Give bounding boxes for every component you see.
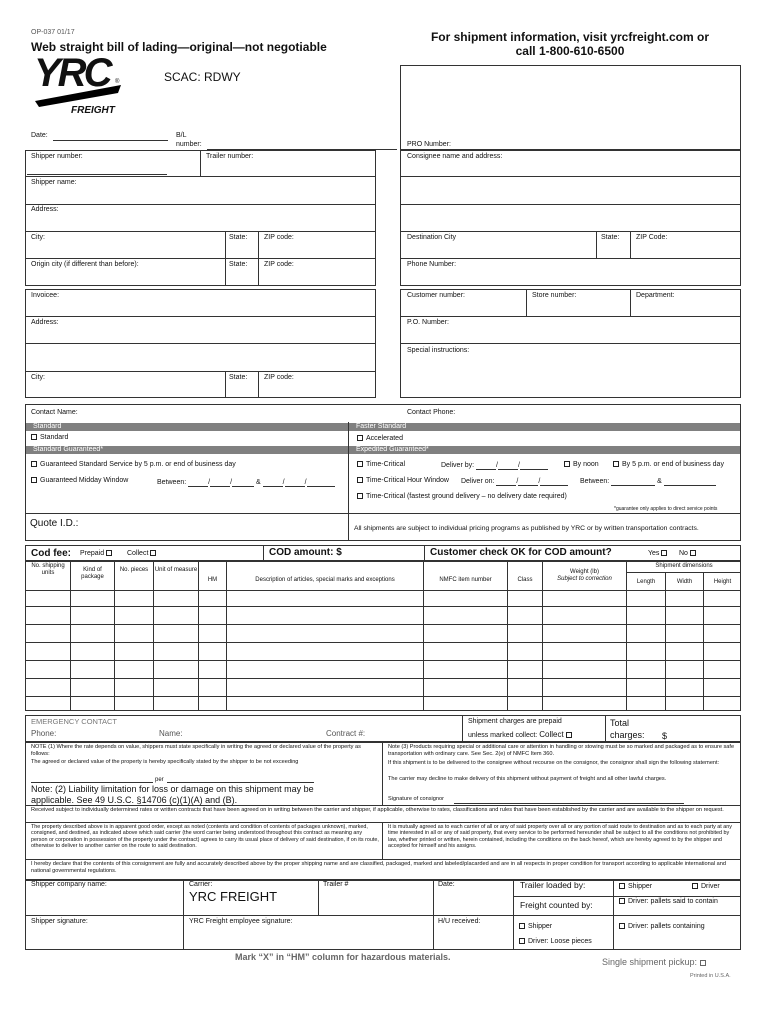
cod-yes-checkbox[interactable]	[661, 550, 667, 556]
collect-label: Collect	[539, 730, 564, 739]
standard-option-label: Standard	[40, 434, 69, 441]
loaded-driver-option[interactable]	[692, 883, 720, 891]
dest-zip-label: ZIP Code:	[636, 234, 668, 241]
shipper-name-label: Shipper name:	[31, 179, 77, 186]
cod-prepaid-option[interactable]	[80, 550, 115, 558]
declare-note: I hereby declare that the contents of this consignment are fully and accurately described above by the proper shipping name and are classified, packaged, marked and labeled/placarded and are in all respects in proper condition for transport according to applicable international and national governmental regulations.	[31, 861, 726, 874]
midday-time-6[interactable]	[307, 480, 335, 487]
col-pieces: No. pieces	[119, 567, 149, 573]
tc-checkbox[interactable]	[357, 461, 363, 467]
between-2	[580, 478, 716, 486]
col-length: Length	[636, 579, 656, 585]
cod-yes-option[interactable]	[648, 550, 670, 558]
emergency-phone-label: Phone:	[31, 729, 57, 738]
invoicee-city-label: City:	[31, 374, 45, 381]
recourse-note: If this shipment is to be delivered to the consignee without recourse on the consignor, the consignor shall sign the following statement:	[388, 760, 720, 766]
store-number-label: Store number:	[532, 292, 577, 299]
loaded-shipper-option[interactable]	[619, 883, 652, 891]
trailer-label: Trailer #	[323, 881, 349, 888]
pallets-said-checkbox[interactable]	[619, 898, 625, 904]
midday-option[interactable]	[31, 477, 128, 485]
note-3: Note (3) Products requiring special or additional care or attention in handling or stowing must be so marked and packaged as to ensure safe transportation with ordinary care. See Sec. 2(e) of NMFC Item 360.	[388, 744, 735, 757]
single-pickup-checkbox[interactable]	[700, 960, 706, 966]
loaded-driver-label: Driver	[701, 883, 720, 890]
origin-zip-label: ZIP code:	[264, 261, 294, 268]
consignee-top-box	[400, 65, 741, 150]
consignee-phone-label: Phone Number:	[407, 261, 457, 268]
pallets-containing-checkbox[interactable]	[619, 923, 625, 929]
col-width: Width	[676, 579, 693, 585]
guaranteed-bar: Standard Guaranteed*	[26, 446, 348, 454]
cod-no-label: No	[679, 550, 688, 557]
col-nmfc: NMFC item number	[439, 577, 492, 583]
col-unit-measure: Unit of measure	[154, 567, 198, 573]
col-weight-label: Weight (lb)	[570, 569, 599, 575]
property-note: The property described above is in apparent good order, except as noted (contents and condition of contents of packages unknown), marked, consigned, and destined, as indicated above which said carrier (the word carrier being understood throughout this contract as meaning any person or corporation in possession of the property under the contract) agrees to carry its usual place of delivery of said destination, if on its route, otherwise to deliver to another carrier on the route to said destination.	[31, 824, 379, 849]
per-label: per	[155, 777, 164, 783]
deliver-on: Deliver on: / /	[461, 478, 568, 486]
logo-sub: FREIGHT	[71, 105, 115, 116]
standard-bar: Standard	[26, 423, 348, 431]
consignor-signature-field[interactable]	[454, 803, 684, 804]
midday-time-4[interactable]	[263, 480, 283, 487]
single-pickup-option[interactable]	[602, 957, 709, 967]
shipper-signature-label: Shipper signature:	[31, 918, 88, 925]
loaded-driver-checkbox[interactable]	[692, 883, 698, 889]
scac-code: SCAC: RDWY	[164, 70, 241, 84]
customer-check-label: Customer check OK for COD amount?	[430, 547, 612, 558]
standard-checkbox[interactable]	[31, 434, 37, 440]
loose-pieces-label: Driver: Loose pieces	[528, 938, 592, 945]
standard-option[interactable]	[31, 434, 68, 442]
date-label: Date:	[31, 132, 48, 139]
tc-fastest-option[interactable]	[357, 493, 567, 501]
accelerated-checkbox[interactable]	[357, 435, 363, 441]
invoicee-address-label: Address:	[31, 319, 59, 326]
charges-label: charges:	[610, 730, 645, 740]
faster-bar: Faster Standard	[349, 423, 740, 431]
department-label: Department:	[636, 292, 675, 299]
bl-label: B/L	[176, 132, 187, 139]
dest-state-label: State:	[601, 234, 620, 241]
shipment-info	[400, 30, 740, 58]
col-dimensions: Shipment dimensions	[655, 563, 713, 569]
cod-fee-label: Cod fee:	[31, 548, 71, 559]
cod-collect-option[interactable]	[127, 550, 159, 558]
deliver-by: Deliver by: / /	[441, 462, 548, 470]
midday-time-3[interactable]	[232, 480, 254, 487]
col-description: Description of articles, special marks and exceptions	[255, 577, 395, 583]
col-shipping-units: No. shipping units	[31, 563, 65, 576]
by-noon-checkbox[interactable]	[564, 461, 570, 467]
mutual-note: It is mutually agreed as to each carrier of all or any of said property over all or any portion of said route to destination and as to each party at any time interested in all or any of said property, that every service to be performed hereunder shall be subject to all the conditions not prohibited by law, whether printed or written, herein contained, including the conditions on the back hereof, which are hereby agreed to by the shipper and accepted for himself and his assigns.	[388, 824, 732, 849]
cod-yes-label: Yes	[648, 550, 660, 557]
invoicee-zip-label: ZIP code:	[264, 374, 294, 381]
trailer-loaded-label: Trailer loaded by:	[520, 880, 586, 890]
form-title: Web straight bill of lading—original—not negotiable	[31, 40, 327, 54]
note-1: NOTE (1) Where the rate depends on value, shippers must state specifically in writing the agreed or declared value of the property as follows:	[31, 744, 361, 757]
charges-prepaid-label: Shipment charges are prepaid	[468, 718, 562, 725]
shipper-number-label: Shipper number:	[31, 153, 83, 160]
counted-shipper-checkbox[interactable]	[519, 923, 525, 929]
pallets-containing-option[interactable]	[619, 923, 705, 931]
printed-in: Printed in U.S.A.	[690, 973, 731, 979]
midday-amp: &	[256, 479, 261, 486]
cod-prepaid-label: Prepaid	[80, 550, 105, 557]
note-2: Note: (2) Liability limitation for loss or damage on this shipment may be applicable. See 49 U.S.C. §14706 (c)(1)(A) and (B).	[31, 784, 314, 805]
employee-signature-label: YRC Freight employee signature:	[189, 918, 293, 925]
emergency-name-label: Name:	[159, 729, 183, 738]
cod-amount-label: COD amount: $	[269, 547, 342, 558]
deliver-by-month[interactable]	[476, 463, 496, 470]
loose-pieces-option[interactable]	[519, 938, 592, 946]
by5pm-option[interactable]	[613, 461, 724, 469]
date-field[interactable]	[53, 140, 168, 141]
by5pm-label: By 5 p.m. or end of business day	[622, 461, 724, 468]
carrier-label: Carrier:	[189, 881, 213, 888]
sig-date-label: Date:	[438, 881, 455, 888]
shipment-info-line1: For shipment information, visit yrcfreight.com or	[430, 30, 710, 44]
pallets-said-option[interactable]	[619, 898, 718, 906]
bl-label-2: number:	[176, 141, 202, 148]
midday-checkbox[interactable]	[31, 477, 37, 483]
col-kind-package: Kind of package	[81, 567, 104, 580]
note-1b: The agreed or declared value of the property is hereby specifically stated by the shipper to be not exceeding	[31, 759, 299, 765]
pallets-containing-label: Driver: pallets containing	[628, 923, 705, 930]
signature-consignor-label: Signature of consignor	[388, 796, 444, 802]
between-2-label: Between:	[580, 478, 610, 485]
midday-time-2[interactable]	[210, 480, 230, 487]
midday-label: Guaranteed Midday Window	[40, 477, 129, 484]
pallets-said-label: Driver: pallets said to contain	[628, 898, 718, 905]
pro-label: PRO Number:	[407, 141, 451, 148]
special-instructions-label: Special instructions:	[407, 347, 470, 354]
received-note: Received subject to individually determined rates or written contracts that have been agreed on in writing between the carrier and shipper, if applicable, otherwise to rates, classifications and rules that have been established by the carrier and are available to the shipper on request.	[31, 807, 724, 813]
col-height: Height	[713, 579, 732, 585]
tc-fastest-label: Time-Critical (fastest ground delivery – no delivery date required)	[366, 493, 567, 500]
g5pm-option[interactable]	[31, 461, 236, 469]
recourse-note-2: The carrier may decline to make delivery of this shipment without payment of freight and all other lawful charges.	[388, 776, 667, 782]
hazmat-note: Mark “X” in “HM” column for hazardous materials.	[235, 952, 451, 962]
tc-option[interactable]	[357, 461, 405, 469]
logo-word: YRC	[34, 51, 110, 95]
origin-city-label: Origin city (if different than before):	[31, 261, 139, 268]
logo-reg: ®	[115, 79, 120, 85]
tc-hour-option[interactable]	[357, 477, 449, 485]
shipper-company-label: Shipper company name:	[31, 881, 107, 888]
midday-time-1[interactable]	[188, 480, 208, 487]
col-weight	[543, 569, 626, 583]
dest-city-label: Destination City	[407, 234, 457, 241]
counted-shipper-label: Shipper	[528, 923, 553, 930]
g5pm-checkbox[interactable]	[31, 461, 37, 467]
tc-label: Time-Critical	[366, 461, 406, 468]
tc-fastest-checkbox[interactable]	[357, 493, 363, 499]
contact-name-label: Contact Name:	[31, 409, 78, 416]
by-noon-option[interactable]	[564, 461, 599, 469]
origin-state-label: State:	[229, 261, 248, 268]
counted-shipper-option[interactable]	[519, 923, 552, 931]
guarantee-note: *guarantee only applies to direct service points	[614, 506, 718, 512]
shipper-city-label: City:	[31, 234, 45, 241]
shipment-info-line2: call 1-800-610-6500	[515, 44, 625, 58]
consignee-name-label: Consignee name and address:	[407, 153, 503, 160]
po-number-label: P.O. Number:	[407, 319, 449, 326]
loaded-shipper-checkbox[interactable]	[619, 883, 625, 889]
single-pickup-label: Single shipment pickup:	[602, 957, 698, 967]
deliver-by-year[interactable]	[520, 463, 548, 470]
invoicee-state-label: State:	[229, 374, 248, 381]
between-2-start[interactable]	[611, 479, 655, 486]
by-noon-label: By noon	[573, 461, 599, 468]
deliver-on-month[interactable]	[496, 479, 516, 486]
loaded-shipper-label: Shipper	[628, 883, 653, 890]
cod-no-option[interactable]	[679, 550, 699, 558]
cod-collect-checkbox[interactable]	[150, 550, 156, 556]
midday-time-5[interactable]	[285, 480, 305, 487]
deliver-on-year[interactable]	[540, 479, 568, 486]
midday-between: Between: / / & / /	[157, 479, 335, 487]
col-hm: HM	[207, 577, 218, 583]
shipper-number-field[interactable]	[27, 174, 167, 175]
between-2-amp: &	[657, 478, 662, 485]
by5pm-checkbox[interactable]	[613, 461, 619, 467]
contact-phone-label: Contact Phone:	[407, 409, 456, 416]
tc-hour-label: Time-Critical Hour Window	[366, 477, 449, 484]
quote-id-label: Quote I.D.:	[30, 518, 79, 529]
cod-collect-label: Collect	[127, 550, 149, 557]
between-2-end[interactable]	[664, 479, 716, 486]
col-weight-sub: Subject to correction	[557, 576, 612, 582]
total-dollar: $	[662, 731, 668, 741]
loose-pieces-checkbox[interactable]	[519, 938, 525, 944]
col-class: Class	[517, 577, 533, 583]
collect-option[interactable]	[468, 731, 575, 740]
shipper-state-label: State:	[229, 234, 248, 241]
customer-number-label: Customer number:	[407, 292, 465, 299]
shipper-zip-label: ZIP code:	[264, 234, 294, 241]
accelerated-option[interactable]	[357, 435, 403, 443]
declared-value-field[interactable]	[31, 782, 153, 783]
carrier-name: YRC FREIGHT	[189, 889, 278, 904]
tc-hour-checkbox[interactable]	[357, 477, 363, 483]
expedited-bar: Expedited Guaranteed*	[349, 446, 740, 454]
total-label: Total	[610, 718, 630, 728]
form-code: OP-037 01/17	[31, 29, 75, 36]
collect-checkbox[interactable]	[566, 732, 572, 738]
emergency-contract-label: Contract #:	[326, 729, 366, 738]
deliver-by-label: Deliver by:	[441, 462, 475, 469]
emergency-label: EMERGENCY CONTACT	[31, 717, 117, 726]
deliver-on-label: Deliver on:	[461, 478, 495, 485]
shipper-address-label: Address:	[31, 206, 59, 213]
subject-note: All shipments are subject to individual pricing programs as published by YRC or by written transportation contracts.	[354, 525, 699, 532]
invoicee-label: Invoicee:	[31, 292, 60, 299]
cod-no-checkbox[interactable]	[690, 550, 696, 556]
unless-collect-label: unless marked collect:	[468, 732, 538, 739]
deliver-on-day[interactable]	[518, 479, 538, 486]
cod-prepaid-checkbox[interactable]	[106, 550, 112, 556]
hu-received-label: H/U received:	[438, 918, 481, 925]
accelerated-label: Accelerated	[366, 435, 403, 442]
yrc-logo	[33, 51, 128, 117]
freight-counted-label: Freight counted by:	[520, 900, 593, 910]
trailer-number-label: Trailer number:	[206, 153, 254, 160]
declared-per-field[interactable]	[167, 782, 314, 783]
deliver-by-day[interactable]	[498, 463, 518, 470]
g5pm-label: Guaranteed Standard Service by 5 p.m. or end of business day	[40, 461, 236, 468]
midday-between-label: Between:	[157, 479, 187, 486]
